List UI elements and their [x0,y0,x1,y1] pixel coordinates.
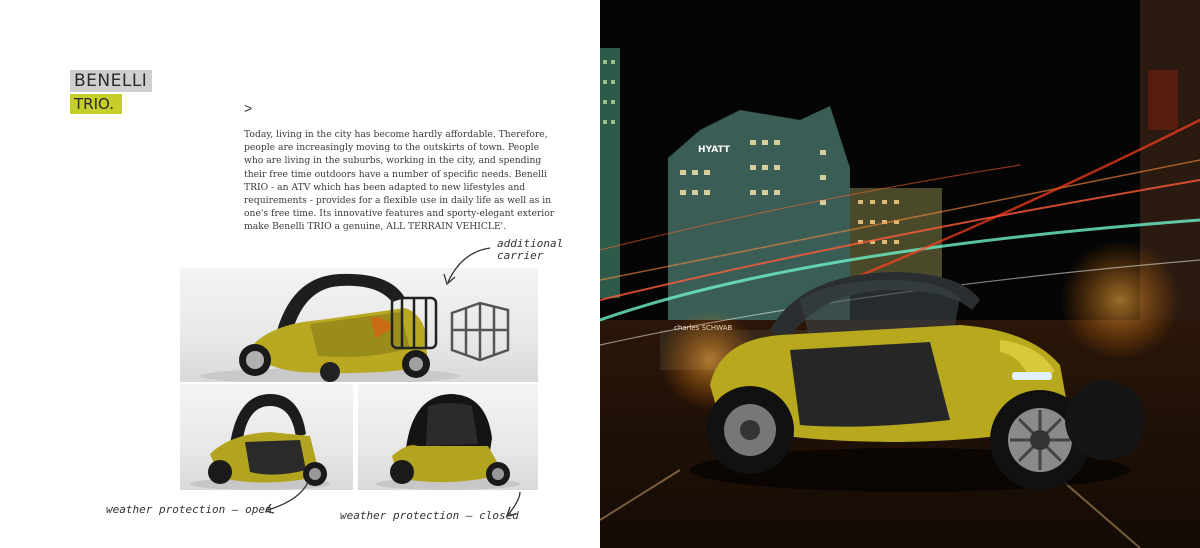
hyatt-sign: HYATT [698,145,730,155]
title-trio: TRIO. [70,94,122,114]
arrow-marker: > [244,100,253,116]
annotation-open: weather protection – open [106,503,272,516]
render-carrier [180,268,538,382]
night-city-photo [600,0,1200,548]
render-closed [358,384,538,490]
title-benelli: BENELLI [70,70,152,92]
intro-paragraph: Today, living in the city has become hardly affordable. Therefore, people are increasingly moving to the outskirts of town. People who are living in the suburbs, working in the city, and spending their free time outdoors have a number of specific needs. Benelli TRIO - an ATV which has been adapted to new lifestyles and requirements - provides for a flexible use in daily life as well as in one's free time. Its innovative features and sporty-elegant exterior make Benelli TRIO a genuine, ALL TERRAIN VEHICLE'. [244,129,555,233]
annotation-closed: weather protection – closed [340,509,519,522]
annotation-carrier: additional carrier [497,237,564,262]
render-open [180,384,353,490]
